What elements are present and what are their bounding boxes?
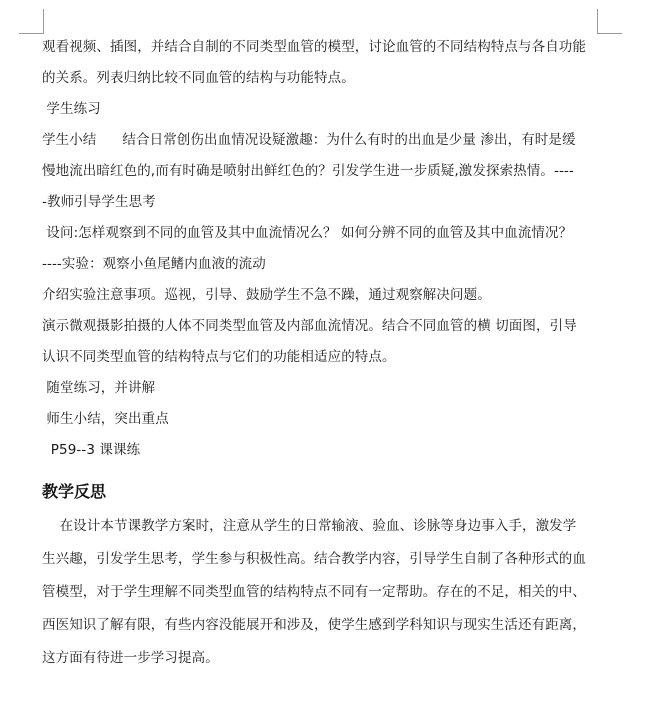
reflection-line: 管模型，对于学生理解不同类型血管的结构特点不同有一定帮助。存在的不足，相关的中、 (42, 584, 586, 600)
paragraph-line: 的关系。列表归纳比较不同血管的结构与功能特点。 (42, 70, 355, 86)
reflection-section (42, 510, 606, 675)
paragraph-line: 观看视频、插图，并结合自制的不同类型血管的模型，讨论血管的不同结构特点与各自功能 (42, 39, 586, 55)
paragraph-line: P59--3 课课练 (42, 442, 141, 458)
crop-mark-top-right (597, 9, 622, 34)
reflection-line: 生兴趣，引发学生思考，学生参与积极性高。结合教学内容，引导学生自制了各种形式的血 (42, 551, 586, 567)
reflection-line: 西医知识了解有限，有些内容没能展开和涉及，使学生感到学科知识与现实生活还有距离， (42, 617, 586, 633)
paragraph-line: 演示微观摄影拍摄的人体不同类型血管及内部血流情况。结合不同血管的横 切面图，引导 (42, 318, 577, 334)
paragraph-line: 认识不同类型血管的结构特点与它们的功能相适应的特点。 (42, 349, 396, 365)
paragraph-line: ----实验：观察小鱼尾鳍内血液的流动 (42, 256, 266, 272)
paragraph-line: 随堂练习，并讲解 (42, 380, 156, 396)
paragraph-line: 介绍实验注意事项。巡视，引导、鼓励学生不急不躁，通过观察解决问题。 (42, 287, 491, 303)
paragraph-line: -教师引导学生思考 (42, 194, 156, 210)
summary-label: 学生小结 (42, 132, 97, 148)
paragraph-line: 慢地流出暗红色的,而有时确是喷射出鲜红色的？引发学生进一步质疑,激发探索热情。---- (42, 163, 574, 179)
document-page (42, 34, 606, 675)
reflection-heading: 教学反思 (42, 482, 107, 501)
crop-mark-top-left (19, 9, 44, 34)
paragraph-line: 师生小结，突出重点 (42, 411, 169, 427)
reflection-line: 这方面有待进一步学习提高。 (42, 650, 219, 666)
summary-line (42, 127, 606, 158)
reflection-line: 在设计本节课教学方案时，注意从学生的日常输液、验血、诊脉等身边事入手，激发学 (42, 518, 577, 534)
paragraph-line: 设问:怎样观察到不同的血管及其中血流情况么？ 如何分辨不同的血管及其中血流情况？ (42, 225, 573, 241)
summary-text: 结合日常创伤出血情况设疑激趣：为什么有时的出血是少量 渗出，有时是缓 (122, 132, 576, 148)
paragraph-line: 学生练习 (42, 101, 101, 117)
